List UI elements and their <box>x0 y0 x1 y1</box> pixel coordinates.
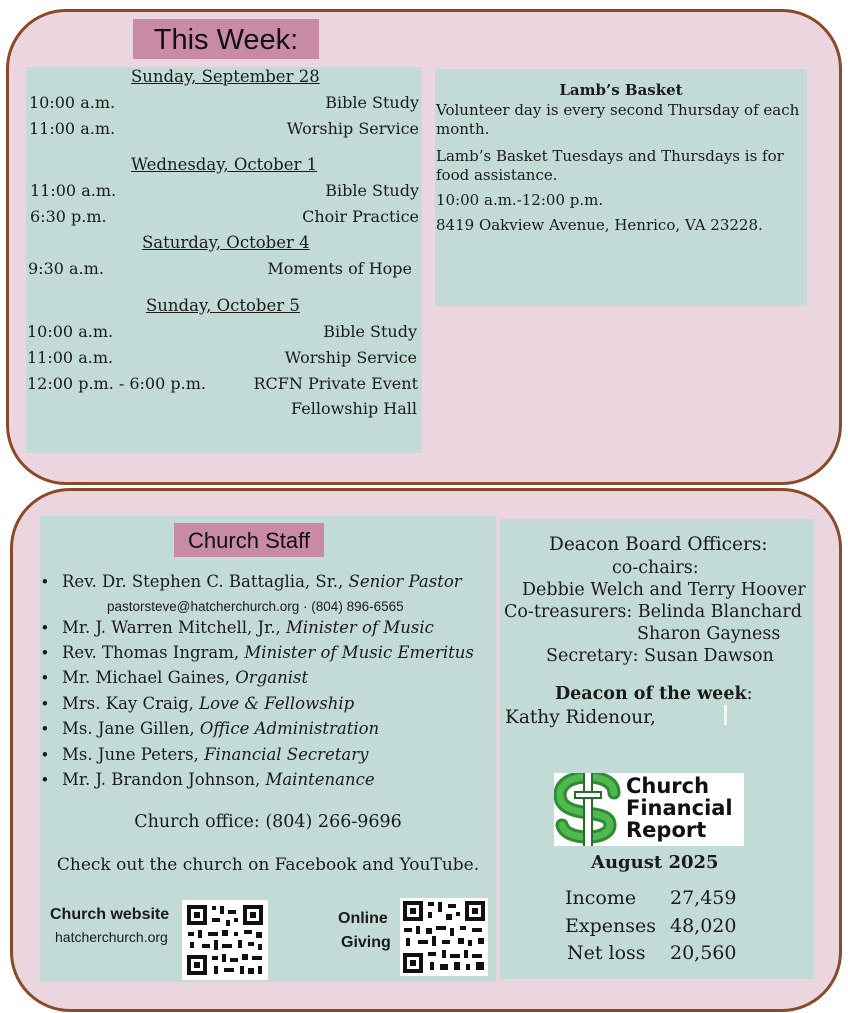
event-name: Worship Service <box>284 348 417 367</box>
cochairs-label: co-chairs: <box>612 558 699 578</box>
online-giving-label-1: Online <box>338 910 388 927</box>
lambs-basket-hours: 10:00 a.m.-12:00 p.m. <box>436 191 604 209</box>
staff-member: • Ms. June Peters, Financial Secretary <box>62 744 368 766</box>
schedule-row <box>26 372 422 396</box>
lambs-basket-address: 8419 Oakview Avenue, Henrico, VA 23228. <box>436 216 763 234</box>
cochairs-names: Debbie Welch and Terry Hoover <box>522 580 806 600</box>
secretary-line: Secretary: Susan Dawson <box>546 646 774 666</box>
deacon-board-box <box>500 519 814 979</box>
staff-member: • Rev. Thomas Ingram, Minister of Music Emeritus <box>62 642 474 664</box>
financial-report-logo-text: Church Financial Report <box>626 774 733 842</box>
deacon-of-week-heading: Deacon of the week: <box>555 684 753 704</box>
finance-row-expenses-label: Expenses <box>565 915 656 937</box>
qr-code-icon <box>182 900 268 980</box>
schedule-row <box>26 91 422 115</box>
church-staff-title: Church Staff <box>174 523 324 557</box>
finance-row-netloss-label: Net loss <box>567 942 646 964</box>
church-office-phone: Church office: (804) 266-9696 <box>134 812 402 832</box>
event-time: 12:00 p.m. - 6:00 p.m. <box>27 374 206 393</box>
schedule-box <box>26 67 422 453</box>
event-name: Choir Practice <box>302 207 419 226</box>
finance-row-netloss-value: 20,560 <box>670 942 737 964</box>
schedule-row <box>26 346 422 370</box>
giving-qr-code[interactable] <box>400 898 488 976</box>
event-time: 6:30 p.m. <box>30 207 107 226</box>
lambs-basket-volunteer-text: Volunteer day is every second Thursday of each month. <box>436 101 800 138</box>
event-name: RCFN Private Event <box>253 374 418 393</box>
lambs-basket-box <box>435 69 807 306</box>
staff-member: • Ms. Jane Gillen, Office Administration <box>62 718 379 740</box>
day-heading: Wednesday, October 1 <box>131 155 318 174</box>
social-media-note: Check out the church on Facebook and YouTube. <box>56 855 480 875</box>
day-heading: Sunday, October 5 <box>146 296 300 315</box>
redaction-mark <box>724 705 727 725</box>
schedule-row <box>26 257 422 281</box>
this-week-title: This Week: <box>133 19 319 59</box>
event-time: 10:00 a.m. <box>27 322 114 341</box>
finance-row-income-value: 27,459 <box>670 887 737 909</box>
online-giving-label-2: Giving <box>341 934 391 951</box>
event-time: 11:00 a.m. <box>30 181 117 200</box>
deacon-board-title: Deacon Board Officers: <box>549 534 768 555</box>
event-time: 9:30 a.m. <box>28 259 104 278</box>
qr-code-icon <box>400 898 488 976</box>
schedule-row <box>26 320 422 344</box>
church-staff-box <box>40 516 496 982</box>
event-name: Bible Study <box>325 181 419 200</box>
finance-row-expenses-value: 48,020 <box>670 915 737 937</box>
lambs-basket-title: Lamb’s Basket <box>559 81 683 99</box>
event-time: 10:00 a.m. <box>29 93 116 112</box>
pastor-contact: pastorsteve@hatcherchurch.org · (804) 896-6565 <box>107 599 404 614</box>
church-website-label: Church website <box>50 906 170 923</box>
finance-row-income-label: Income <box>565 887 637 909</box>
staff-member: • Mr. J. Brandon Johnson, Maintenance <box>62 769 375 791</box>
dollar-cross-icon <box>554 773 624 846</box>
cotreasurer-2: Sharon Gayness <box>637 624 781 644</box>
event-name: Worship Service <box>286 119 419 138</box>
event-time: 11:00 a.m. <box>27 348 114 367</box>
event-name: Bible Study <box>323 322 417 341</box>
staff-member: • Mr. J. Warren Mitchell, Jr., Minister of Music <box>62 617 434 639</box>
day-heading: Saturday, October 4 <box>142 233 310 252</box>
event-time: 11:00 a.m. <box>29 119 116 138</box>
schedule-row <box>26 397 422 421</box>
staff-member: • Mrs. Kay Craig, Love & Fellowship <box>62 693 354 715</box>
event-name: Moments of Hope <box>267 259 412 278</box>
lambs-basket-food-text: Lamb’s Basket Tuesdays and Thursdays is for food assistance. <box>436 147 784 184</box>
staff-member: • Mr. Michael Gaines, Organist <box>62 667 308 689</box>
church-website-url[interactable]: hatcherchurch.org <box>55 929 168 945</box>
schedule-row <box>26 117 422 141</box>
day-heading: Sunday, September 28 <box>131 67 320 86</box>
website-qr-code[interactable] <box>182 900 268 980</box>
financial-report-month: August 2025 <box>591 852 719 873</box>
event-location: Fellowship Hall <box>291 399 417 418</box>
schedule-row <box>26 205 422 229</box>
cotreasurers-line: Co-treasurers: Belinda Blanchard <box>504 602 802 622</box>
event-name: Bible Study <box>325 93 419 112</box>
church-financial-report-logo <box>554 773 744 846</box>
schedule-row <box>26 179 422 203</box>
staff-member: • Rev. Dr. Stephen C. Battaglia, Sr., Senior Pastor <box>62 571 462 593</box>
deacon-of-week-name: Kathy Ridenour, <box>505 707 656 728</box>
